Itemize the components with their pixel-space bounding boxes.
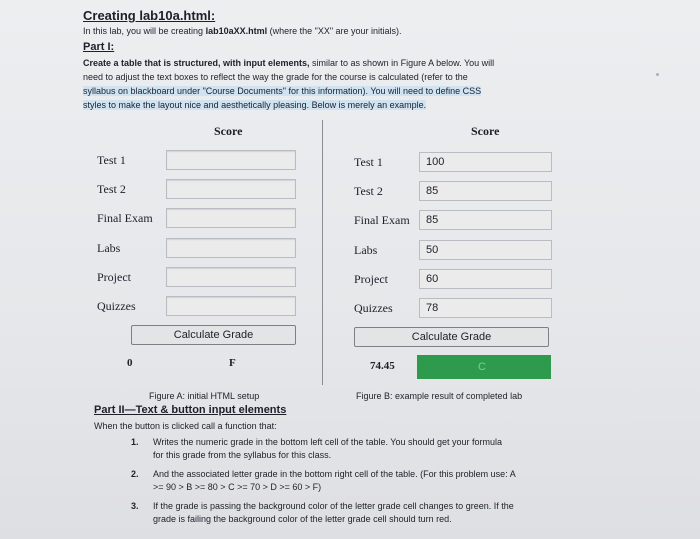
figure-b-numeric-grade: 74.45	[370, 360, 395, 372]
intro-text: In this lab, you will be creating lab10aXX.html (where the "XX" are your initials).	[83, 26, 402, 36]
list-item-line: grade is failing the background color of the letter grade cell should turn red.	[153, 514, 452, 524]
screen-speck	[656, 73, 659, 76]
figure-a-row-label: Labs	[97, 241, 121, 255]
final-exam-value-field[interactable]	[419, 210, 552, 230]
list-item-line: If the grade is passing the background color of the letter grade cell changes to green. If the	[153, 501, 514, 511]
figure-a-numeric-grade: 0	[127, 357, 133, 369]
figure-a-letter-grade: F	[229, 357, 236, 369]
calculate-grade-button-a[interactable]: Calculate Grade	[131, 325, 296, 345]
field-value: 78	[426, 302, 439, 314]
test2-value-field[interactable]	[419, 181, 552, 201]
project-value-field[interactable]	[419, 269, 552, 289]
test1-input[interactable]	[166, 150, 296, 170]
figure-a-caption: Figure A: initial HTML setup	[149, 391, 260, 401]
part1-line-3	[83, 86, 481, 96]
list-item-line: And the associated letter grade in the bottom right cell of the table. (For this problem use: A	[153, 469, 516, 479]
part1-line-1	[83, 58, 494, 68]
test2-input[interactable]	[166, 179, 296, 199]
figure-b-row-label: Quizzes	[354, 301, 393, 315]
figure-b-row-label: Labs	[354, 243, 378, 257]
quizzes-value-field[interactable]	[419, 298, 552, 318]
figure-divider	[322, 120, 323, 385]
field-value: 85	[426, 185, 439, 197]
figure-b-row-label: Test 1	[354, 155, 383, 169]
figure-b-row-label: Test 2	[354, 184, 383, 198]
list-item-line: Writes the numeric grade in the bottom left cell of the table. You should get your formula	[153, 437, 503, 447]
part1-title: Part I:	[83, 41, 115, 53]
figure-a-row-label: Final Exam	[97, 211, 153, 225]
list-number: 3.	[131, 501, 139, 511]
figure-b-score-header: Score	[471, 124, 500, 138]
part2-lead: When the button is clicked call a function that:	[94, 421, 277, 431]
list-item-line: for this grade from the syllabus for this class.	[153, 450, 332, 460]
calculate-grade-button-b[interactable]: Calculate Grade	[354, 327, 549, 347]
list-number: 1.	[131, 437, 139, 447]
field-value: 85	[426, 214, 439, 226]
field-value: 100	[426, 156, 445, 168]
figure-b-letter-grade: C	[478, 361, 486, 373]
test1-value-field[interactable]	[419, 152, 552, 172]
figure-a-row-label: Test 2	[97, 182, 126, 196]
part1-line-4-text: styles to make the layout nice and aesthetically pleasing. Below is merely an example.	[83, 100, 427, 110]
part1-line-1-rest: similar to as shown in Figure A below. You will	[309, 58, 495, 68]
page-title: Creating lab10a.html:	[83, 8, 216, 23]
part1-line-2: need to adjust the text boxes to reflect the way the grade for the course is calculated (refer to the	[83, 72, 468, 82]
part2-title: Part II—Text & button input elements	[94, 404, 287, 416]
list-number: 2.	[131, 469, 139, 479]
field-value: 60	[426, 273, 439, 285]
labs-input[interactable]	[166, 238, 296, 258]
figure-a-row-label: Project	[97, 270, 131, 284]
figure-b-row-label: Project	[354, 272, 388, 286]
figure-b-caption: Figure B: example result of completed lab	[356, 391, 523, 401]
part1-line-3-text: syllabus on blackboard under "Course Documents" for this information). You will need to define CSS	[83, 86, 482, 96]
part1-line-1-bold: Create a table that is structured, with input elements,	[83, 58, 310, 68]
figure-b-row-label: Final Exam	[354, 213, 410, 227]
final-exam-input[interactable]	[166, 208, 296, 228]
figure-a-score-header: Score	[214, 124, 243, 138]
labs-value-field[interactable]	[419, 240, 552, 260]
figure-a-row-label: Test 1	[97, 153, 126, 167]
part1-line-4	[83, 100, 426, 110]
list-item-line: >= 90 > B >= 80 > C >= 70 > D >= 60 > F)	[153, 482, 322, 492]
quizzes-input[interactable]	[166, 296, 296, 316]
figure-a-row-label: Quizzes	[97, 299, 136, 313]
field-value: 50	[426, 244, 439, 256]
project-input[interactable]	[166, 267, 296, 287]
